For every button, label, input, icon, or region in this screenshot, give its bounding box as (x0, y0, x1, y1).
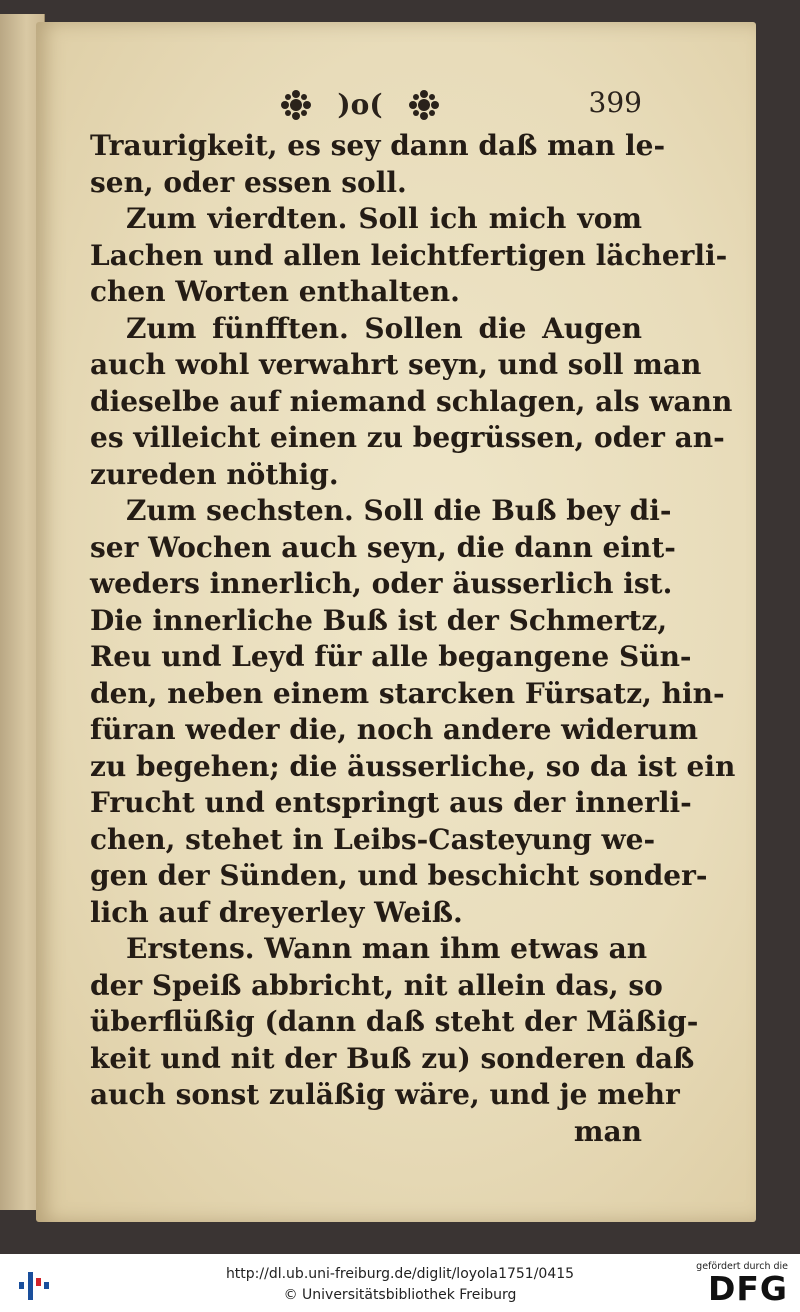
text-line: chen, stehet in Leibs-Casteyung we- (90, 822, 656, 856)
text-line: keit und nit der Buß zu) sonderen daß (90, 1041, 695, 1075)
dfg-logo[interactable]: DFG (707, 1269, 788, 1308)
sponsor-caption: gefördert durch die (696, 1261, 788, 1272)
text-line: überflüßig (dann daß steht der Mäßig- (90, 1005, 699, 1038)
running-head-text: )o( (337, 88, 383, 121)
text-line: zureden nöthig. (90, 457, 339, 491)
text-line: ser Wochen auch seyn, die dann eint- (90, 530, 676, 564)
text-line: den, neben einem starcken Fürsatz, hin- (90, 676, 725, 710)
text-line: Traurigkeit, es sey dann daß man le- (90, 129, 666, 162)
text-line: dieselbe auf niemand schlagen, als wann (90, 384, 733, 418)
permalink-url[interactable]: http://dl.ub.uni-freiburg.de/diglit/loyola1751/0415 (225, 1266, 575, 1282)
viewer-footer (0, 1254, 800, 1312)
text-line: auch wohl verwahrt seyn, und soll man (90, 348, 702, 381)
text-line: der Speiß abbricht, nit allein das, so (90, 968, 663, 1002)
body-text (90, 128, 736, 1150)
text-line: Reu und Leyd für alle begangene Sün- (90, 640, 692, 673)
text-line: Zum fünfften. Sollen die Augen (126, 311, 642, 345)
text-line: Lachen und allen leichtfertigen lächerli- (90, 238, 728, 272)
text-line: Erstens. Wann man ihm etwas an (126, 932, 648, 965)
text-line: lich auf dreyerley Weiß. (90, 895, 463, 929)
text-line: sen, oder essen soll. (90, 165, 407, 199)
fleuron-right-icon (409, 90, 439, 120)
text-line: Zum vierdten. Soll ich mich vom (126, 202, 642, 235)
text-line: weders innerlich, oder äusserlich ist. (90, 567, 673, 600)
text-line: chen Worten enthalten. (90, 275, 460, 308)
fleuron-left-icon (281, 90, 311, 120)
text-line: füran weder die, noch andere widerum (90, 713, 699, 746)
running-head-ornament (280, 88, 440, 122)
text-line: Die innerliche Buß ist der Schmertz, (90, 603, 668, 637)
catchword: man (573, 1114, 642, 1148)
text-line: zu begehen; die äusserliche, so da ist ein (90, 749, 736, 783)
page-number: 399 (588, 86, 642, 119)
text-line: gen der Sünden, und beschicht sonder- (90, 859, 708, 892)
copyright-notice: © Universitätsbibliothek Freiburg (283, 1287, 517, 1303)
text-line: es villeicht einen zu begrüssen, oder an- (90, 421, 725, 454)
text-line: Frucht und entspringt aus der innerli- (90, 786, 692, 819)
text-line: auch sonst zuläßig wäre, und je mehr (90, 1078, 680, 1111)
text-line: Zum sechsten. Soll die Buß bey di- (126, 494, 672, 527)
